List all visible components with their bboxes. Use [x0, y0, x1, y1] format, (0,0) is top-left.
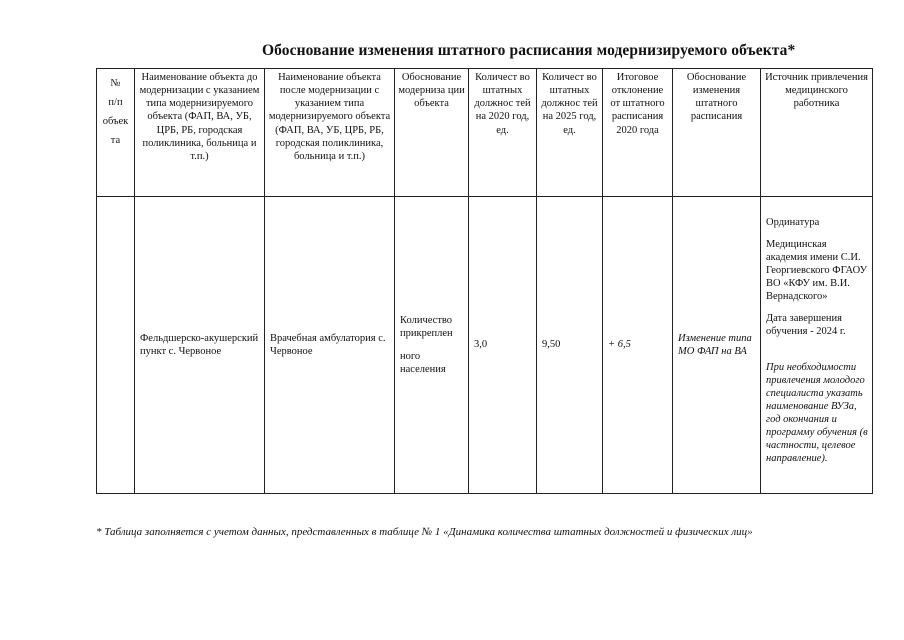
staffing-table: [96, 68, 873, 494]
header-source: Источник привлечения медицинского работника: [761, 69, 873, 197]
header-staff-2025: Количест во штатных должнос тей на 2025 год, ед.: [537, 69, 603, 197]
header-num: № п/п объек та: [97, 69, 135, 197]
cell-justification: Количество прикреплен ного населения: [395, 197, 469, 494]
footnote: * Таблица заполняется с учетом данных, представленных в таблице № 1 «Динамика количества штатных должностей и физических лиц»: [96, 526, 753, 538]
document-title: Обоснование изменения штатного расписания модернизируемого объекта*: [262, 42, 796, 59]
cell-num: [97, 197, 135, 494]
header-deviation: Итоговое отклонение от штатного расписания 2020 года: [603, 69, 673, 197]
source-line-academy: Медицинская академия имени С.И. Георгиевского ФГАОУ ВО «КФУ им. В.И. Вернадского»: [766, 238, 868, 303]
cell-object-before: Фельдшерско-акушерский пункт с. Червоное: [135, 197, 265, 494]
cell-staff-2020: 3,0: [469, 197, 537, 494]
table-header-row: [97, 69, 873, 197]
source-line-graduation: Дата завершения обучения - 2024 г.: [766, 313, 846, 338]
header-schedule-justification: Обоснование изменения штатного расписания: [673, 69, 761, 197]
cell-source: [761, 197, 873, 494]
cell-deviation: + 6,5: [603, 197, 673, 494]
header-staff-2020: Количест во штатных должнос тей на 2020 год, ед.: [469, 69, 537, 197]
table-row: [97, 197, 873, 494]
source-line-residency: Ординатура: [766, 216, 820, 228]
header-object-before: Наименование объекта до модернизации с указанием типа модернизируемого объекта (ФАП, ВА, УБ, ЦРБ, РБ, городская поликлиника, больница и т.п.): [135, 69, 265, 197]
cell-staff-2025: 9,50: [537, 197, 603, 494]
source-note: При необходимости привлечения молодого специалиста указать наименование ВУЗа, год окончания и программу обучения (в частности, целевое направление).: [766, 361, 868, 465]
header-object-after: Наименование объекта после модернизации с указанием типа модернизируемого объекта (ФАП, ВА, УБ, ЦРБ, РБ, городская поликлиника, больница и т.п.): [265, 69, 395, 197]
cell-schedule-justification: Изменение типа МО ФАП на ВА: [673, 197, 761, 494]
header-justification: Обоснование модерниза ции объекта: [395, 69, 469, 197]
cell-object-after: Врачебная амбулатория с. Червоное: [265, 197, 395, 494]
